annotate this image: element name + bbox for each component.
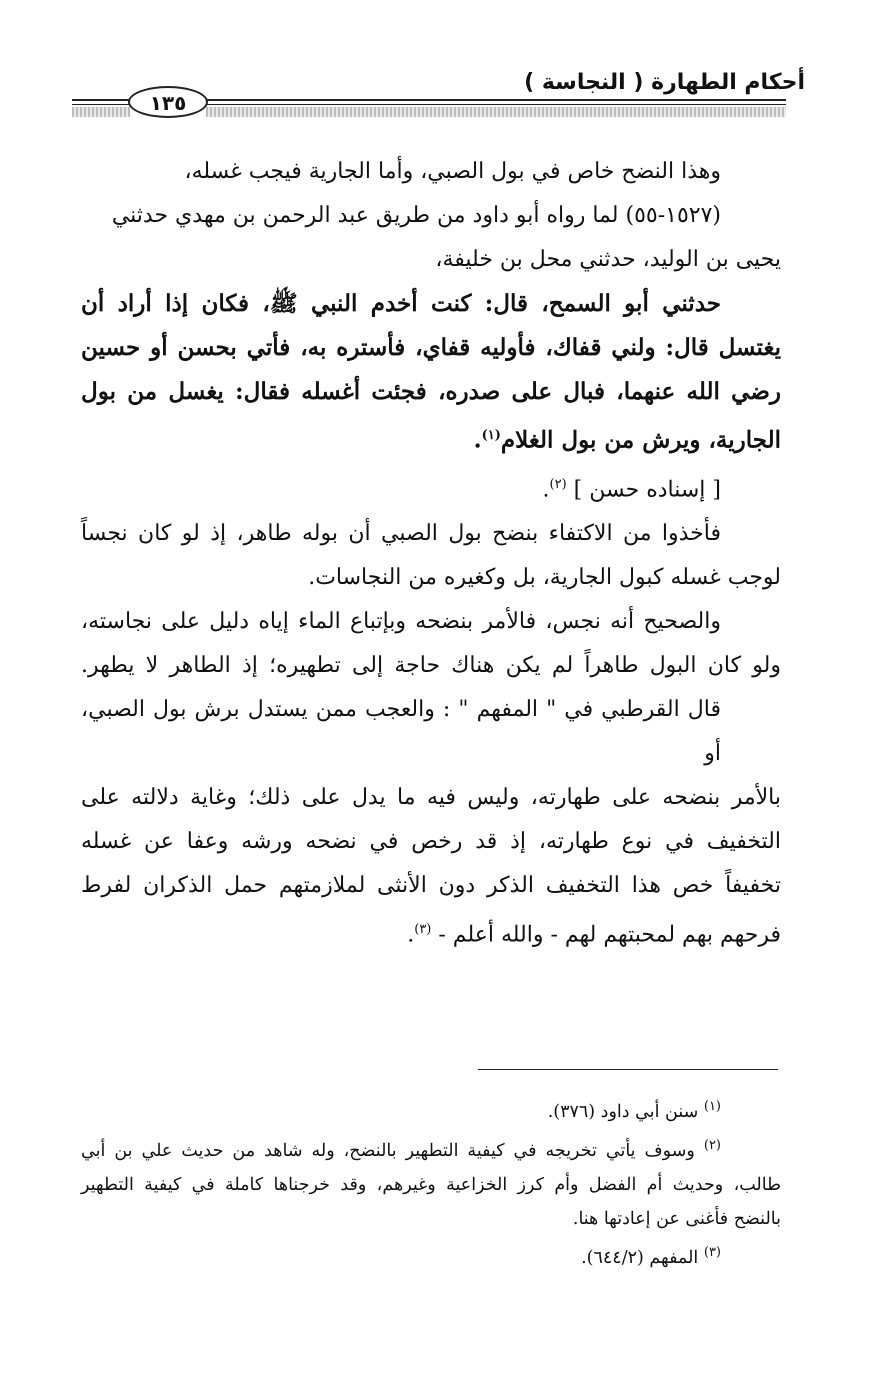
footnote-text: المفهم (٦٤٤/٢).	[581, 1247, 699, 1268]
main-text	[81, 150, 781, 957]
footnote-1	[81, 1090, 781, 1129]
hadith-line: رضي الله عنهما، فبال على صدره، فجئت أغسله فقال: يغسل من بول	[81, 378, 781, 405]
text-line: تخفيفاً خص هذا التخفيف الذكر دون الأنثى لملازمتهم حمل الذكران لفرط	[81, 872, 781, 898]
footnote-text: وسوف يأتي تخريجه في كيفية التطهير بالنضح، وله شاهد من حديث علي بن أبي	[81, 1140, 695, 1161]
header-shade-left	[72, 107, 130, 117]
footnote-3	[81, 1236, 781, 1275]
text-line: ولو كان البول طاهراً لم يكن هناك حاجة إلى تطهيره؛ إذ الطاهر لا يطهر.	[81, 652, 781, 678]
footnote-ref-3: (٣)	[414, 921, 432, 937]
hadith-line: حدثني أبو السمح، قال: كنت أخدم النبي ﷺ، فكان إذا أراد أن	[81, 290, 721, 317]
footnote-2-cont: بالنضح فأغنى عن إعادتها هنا.	[572, 1208, 781, 1229]
grading-text: [ إسناده حسن ]	[573, 476, 721, 502]
header-rule-right	[206, 99, 786, 105]
hadith-text: الجارية، ويرش من بول الغلام	[500, 426, 781, 454]
hadith-line: يغتسل قال: ولني قفاك، فأوليه قفاي، فأستره به، فأتي بحسن أو حسين	[81, 334, 781, 361]
footnote-ref-1: (١)	[481, 428, 501, 443]
text-line: وهذا النضح خاص في بول الصبي، وأما الجارية فيجب غسله،	[184, 159, 721, 184]
header-shade-right	[206, 107, 786, 117]
text-line: لوجب غسله كبول الجارية، بل وكغيره من النجاسات.	[308, 564, 781, 590]
grading-line: [ إسناده حسن ] $^{(٢)}$.	[542, 476, 721, 502]
text-line: التخفيف في نوع طهارته، إذ قد رخص في نضحه ورشه وعفا عن غسله	[81, 828, 781, 854]
footnote-mark: (٣)	[703, 1244, 721, 1260]
footnote-mark: (١)	[703, 1099, 721, 1114]
text-line: فأخذوا من الاكتفاء بنضح بول الصبي أن بوله طاهر، إذ لو كان نجساً	[81, 520, 721, 546]
hadith-line-end: الجارية، ويرش من بول الغلام$^{(١)}$.	[473, 426, 781, 454]
page-number: ١٣٥	[128, 86, 208, 118]
footnote-separator	[478, 1069, 778, 1070]
footnote-2	[81, 1129, 781, 1168]
text-line: قال القرطبي في " المفهم " : والعجب ممن يستدل برش بول الصبي، أو	[81, 696, 721, 766]
text-line: بالأمر بنضحه على طهارته، وليس فيه ما يدل على ذلك؛ وغاية دلالته على	[81, 784, 781, 810]
footnote-text: سنن أبي داود (٣٧٦).	[547, 1101, 699, 1122]
text-line-end: فرحهم بهم لمحبتهم لهم - والله أعلم - $^{(٣)}$.	[407, 921, 781, 948]
text-line: يحيى بن الوليد، حدثني محل بن خليفة،	[435, 247, 781, 272]
footnote-2-cont: طالب، وحديث أم الفضل وأم كرز الخزاعية وغيرهم، وقد خرجناها كاملة في كيفية التطهير	[81, 1174, 781, 1195]
text-line: والصحيح أنه نجس، فالأمر بنضحه وبإتباع الماء إياه دليل على نجاسته،	[81, 608, 721, 634]
footnote-ref-2: (٢)	[549, 476, 567, 492]
closing-text: فرحهم بهم لمحبتهم لهم - والله أعلم -	[438, 922, 781, 948]
footnote-mark: (٢)	[703, 1137, 721, 1153]
footnotes	[81, 1090, 781, 1274]
running-title: أحكام الطهارة ( النجاسة )	[524, 70, 805, 95]
text-line: (١٥٢٧-٥٥) لما رواه أبو داود من طريق عبد الرحمن بن مهدي حدثني	[111, 203, 721, 228]
header-rule-left	[72, 99, 130, 105]
